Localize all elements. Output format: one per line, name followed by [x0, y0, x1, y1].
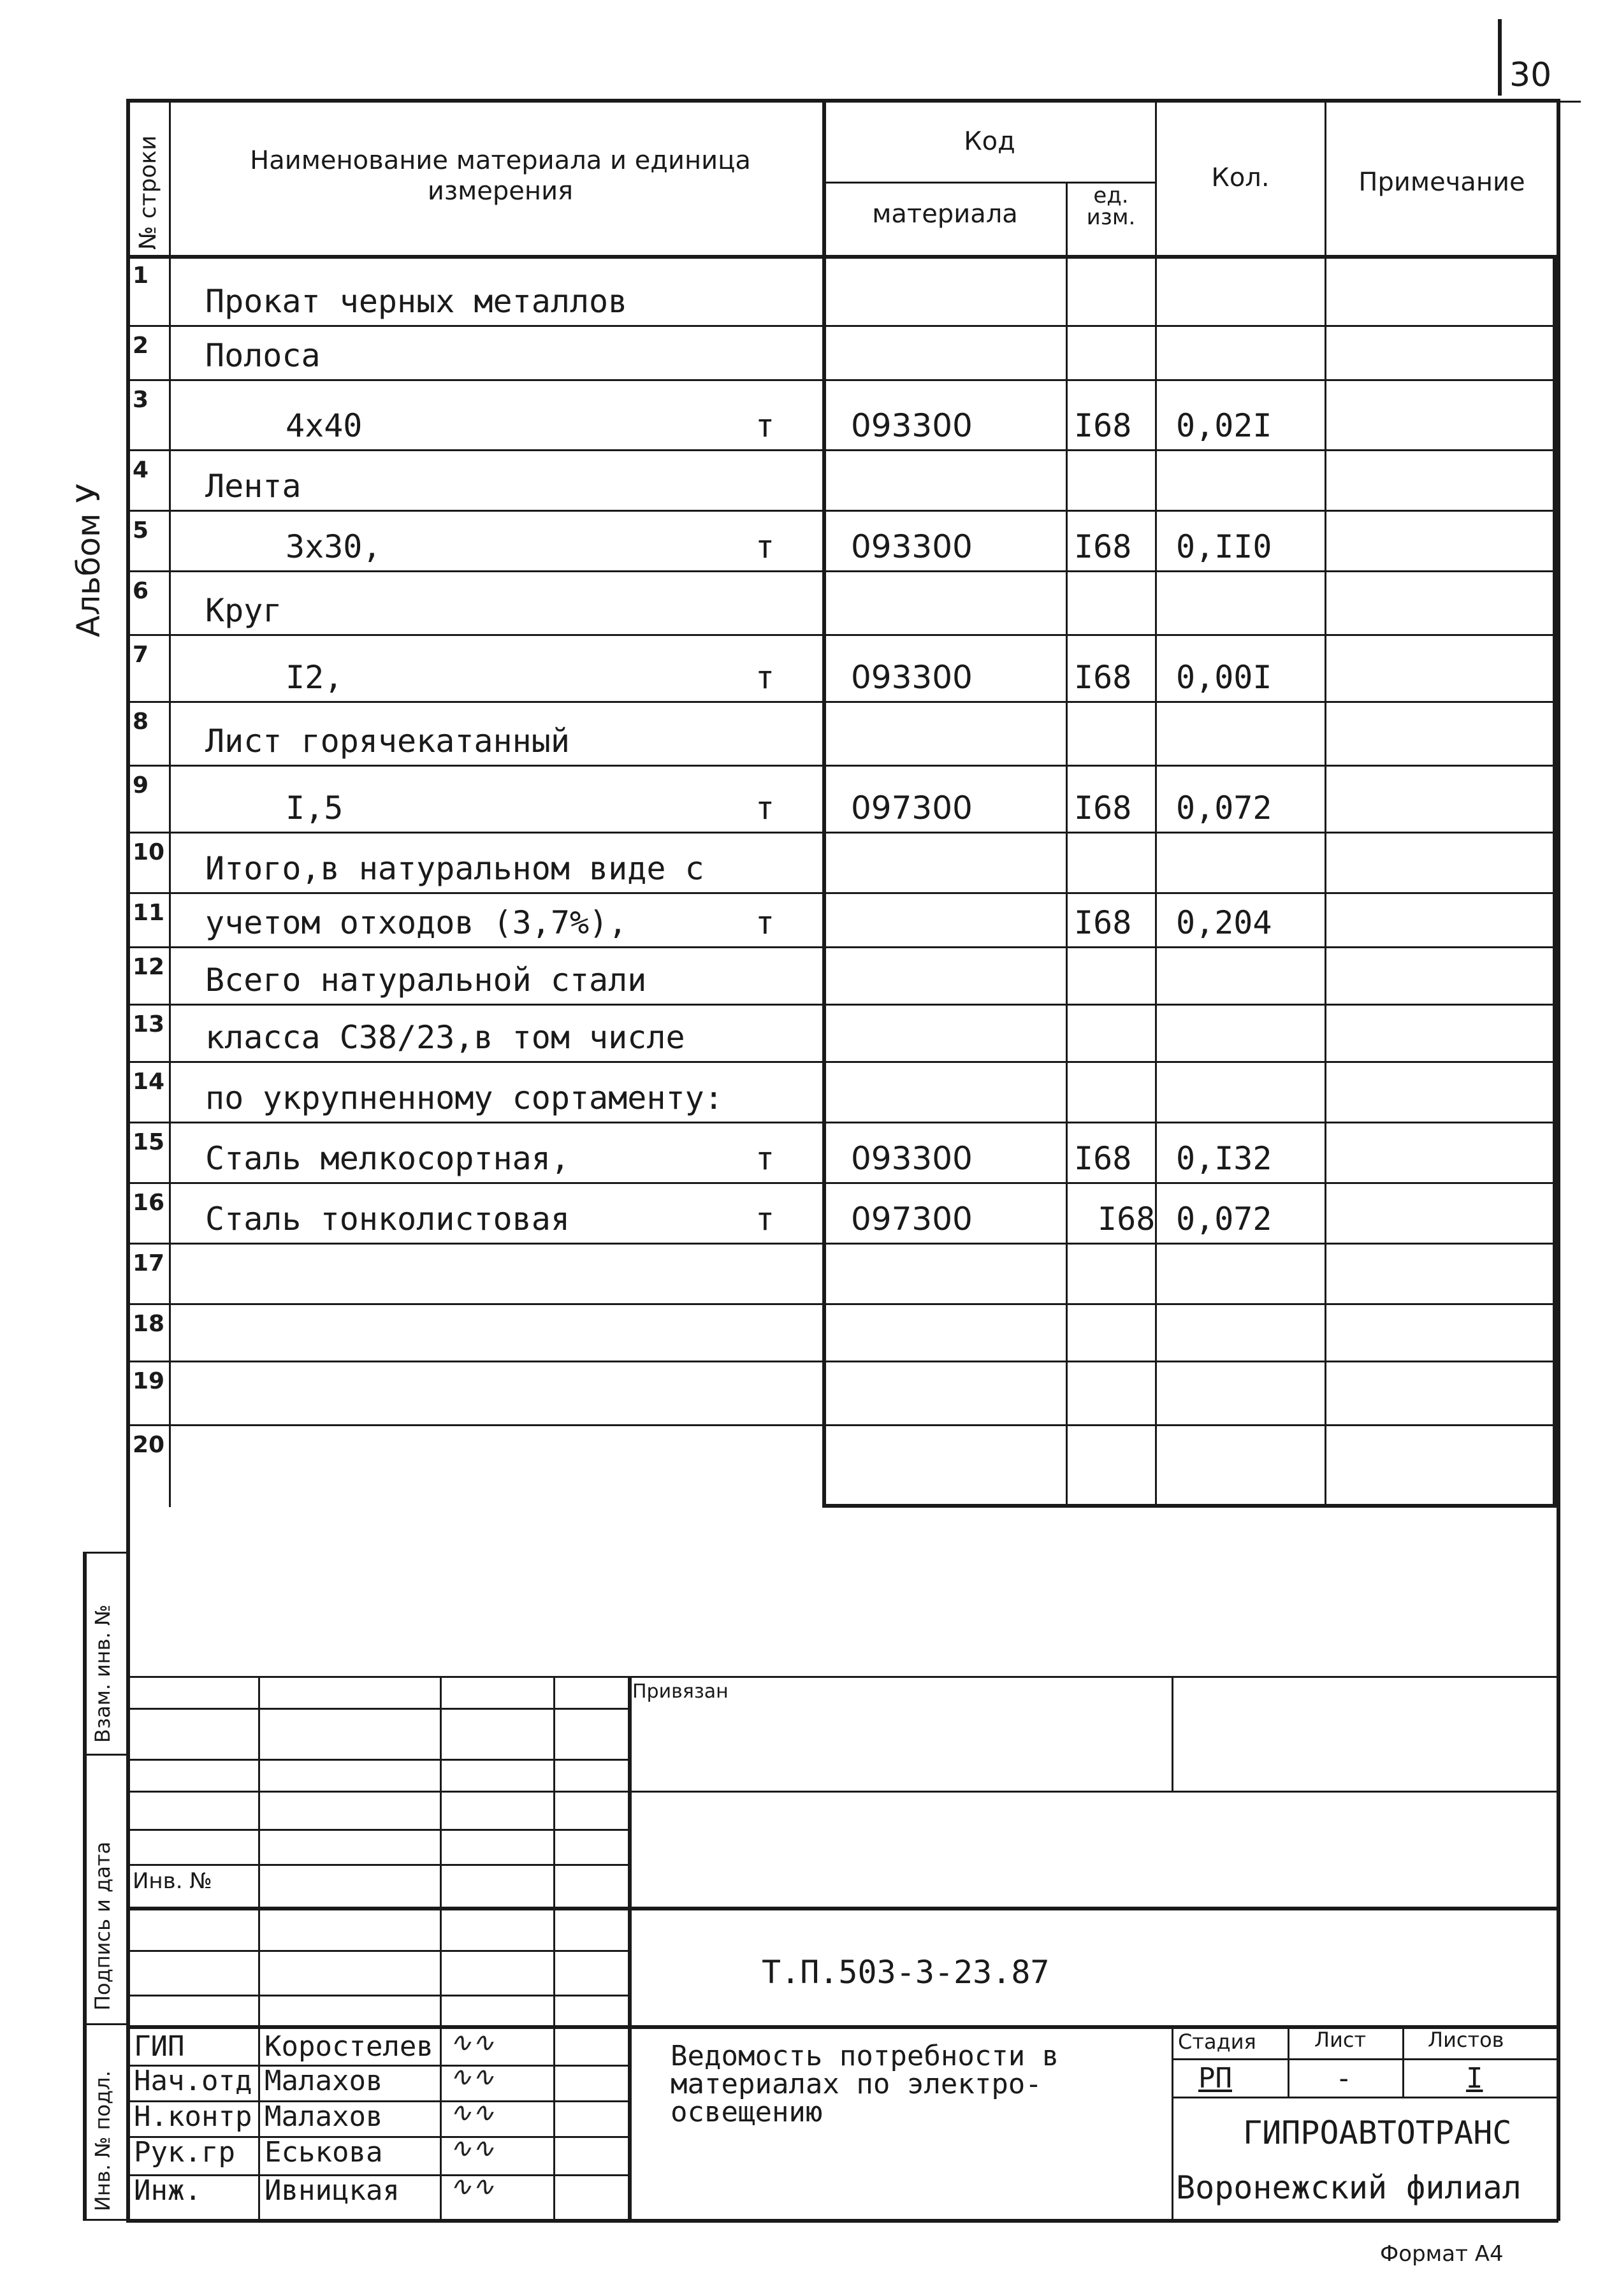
row-number: 17: [133, 1250, 165, 1276]
org-name: ГИПРОАВТОТРАНС: [1243, 2114, 1512, 2151]
row-divider: [126, 1303, 1557, 1305]
row-number: 8: [133, 709, 149, 735]
tb-stage-left: [1172, 2025, 1173, 2221]
row-material-code: 093300: [851, 528, 973, 565]
tb-col-2: [440, 1676, 442, 2221]
row-divider: [126, 1061, 1557, 1063]
row-number: 7: [133, 642, 149, 668]
col-unit-divider: [1155, 99, 1157, 1507]
row-material-code: 093300: [851, 1140, 973, 1177]
row-divider: [126, 1424, 1557, 1426]
row-name: учетом отходов (3,7%),: [205, 904, 628, 941]
row-divider: [126, 1243, 1557, 1245]
header-qty: Кол.: [1211, 163, 1270, 192]
person-role: Рук.гр: [134, 2136, 235, 2169]
row-number: 15: [133, 1129, 165, 1155]
tb-col-3: [553, 1676, 555, 2221]
row-number: 18: [133, 1311, 165, 1337]
side-vzam: Взам. инв. №: [91, 1604, 115, 1743]
row-name: 4х40: [286, 407, 363, 444]
tb-line-top: [126, 1676, 1558, 1678]
format-label: Формат А4: [1380, 2241, 1504, 2267]
tb-col-1: [258, 1676, 260, 2221]
sheet-label: Лист: [1314, 2028, 1367, 2052]
row-quantity: 0,204: [1176, 904, 1272, 941]
row-unit-code: I68: [1074, 1140, 1132, 1177]
side-strip-div2: [83, 2023, 127, 2025]
row-unit: т: [755, 790, 775, 827]
row-unit: т: [755, 1201, 775, 1238]
side-strip-bottom: [83, 2219, 127, 2221]
person-role: Инж.: [134, 2174, 201, 2207]
row-material-code: 093300: [851, 407, 973, 444]
row-name: Сталь мелкосортная,: [205, 1140, 570, 1177]
col-qty-divider: [1325, 99, 1326, 1507]
branch-name: Воронежский филиал: [1176, 2169, 1521, 2206]
row-unit-code: I68: [1074, 407, 1132, 444]
tb-line-mid: [126, 1791, 1558, 1793]
col-rownum-divider: [169, 99, 171, 1507]
row-name: 3х30,: [286, 528, 382, 565]
page-number: 30: [1509, 56, 1552, 94]
code-box-bottom: [822, 1504, 1557, 1508]
row-name: I2,: [286, 659, 344, 696]
row-divider: [126, 325, 1557, 327]
side-strip-left: [83, 1552, 87, 2221]
row-divider: [126, 892, 1557, 894]
row-divider: [126, 570, 1557, 572]
sheets-label: Листов: [1428, 2028, 1504, 2052]
row-quantity: 0,00I: [1176, 659, 1272, 696]
tb-privyazan-divider: [1172, 1676, 1173, 1791]
row-number: 10: [133, 839, 165, 865]
row-divider: [126, 449, 1557, 451]
row-quantity: 0,072: [1176, 790, 1272, 827]
header-code: Код: [964, 127, 1015, 156]
side-podpis: Подпись и дата: [91, 1841, 115, 2011]
row-divider: [126, 832, 1557, 834]
row-number: 6: [133, 578, 149, 604]
row-number: 20: [133, 1432, 165, 1458]
row-quantity: 0,I32: [1176, 1140, 1272, 1177]
person-role: Н.контр: [134, 2100, 252, 2133]
person-name: Малахов: [265, 2065, 383, 2097]
row-unit-code: I68: [1098, 1201, 1156, 1238]
row-name: Итого,в натуральном виде с: [205, 850, 704, 887]
person-role: ГИП: [134, 2030, 185, 2063]
row-name: по укрупненному сортаменту:: [205, 1079, 723, 1116]
sheets-value: I: [1466, 2062, 1483, 2095]
row-unit-code: I68: [1074, 659, 1132, 696]
row-name: I,5: [286, 790, 344, 827]
row-name: Круг: [205, 592, 282, 629]
row-number: 9: [133, 772, 149, 798]
row-unit: т: [755, 1140, 775, 1177]
tb-stage-col1: [1288, 2025, 1289, 2097]
person-name: Коростелев: [265, 2030, 433, 2063]
row-number: 16: [133, 1190, 165, 1216]
code-box-right: [1553, 255, 1557, 1507]
tb-line-main: [126, 1907, 1558, 1910]
row-number: 4: [133, 457, 149, 483]
row-number: 13: [133, 1011, 165, 1037]
row-divider: [126, 765, 1557, 767]
sheet-value: -: [1335, 2062, 1353, 2095]
person-role: Нач.отд: [134, 2065, 252, 2097]
header-note: Примечание: [1358, 168, 1525, 197]
row-quantity: 0,II0: [1176, 528, 1272, 565]
row-divider: [126, 634, 1557, 636]
row-number: 5: [133, 517, 149, 544]
row-divider: [126, 1004, 1557, 1006]
doc-title: Ведомость потребности в материалах по электро- освещению: [671, 2040, 1059, 2128]
person-name: Малахов: [265, 2100, 383, 2133]
row-unit: т: [755, 528, 775, 565]
row-divider: [126, 946, 1557, 948]
row-number: 14: [133, 1069, 165, 1095]
row-divider: [126, 379, 1557, 381]
inv-no-label: Инв. №: [133, 1868, 212, 1894]
row-number: 11: [133, 900, 165, 926]
signature-mark: ∿∿: [449, 2132, 495, 2163]
row-unit-code: I68: [1074, 790, 1132, 827]
row-material-code: 097300: [851, 790, 973, 827]
frame-top: [126, 99, 1558, 103]
row-name: Сталь тонколистовая: [205, 1201, 570, 1238]
row-divider: [126, 701, 1557, 703]
header-unit: ед. изм.: [1086, 183, 1136, 230]
stage-label: Стадия: [1178, 2030, 1256, 2054]
album-label: Альбом У: [70, 483, 107, 637]
row-name: Всего натуральной стали: [205, 962, 647, 999]
tb-col-4: [628, 1676, 632, 2221]
signature-mark: ∿∿: [449, 2061, 495, 2092]
row-quantity: 0,072: [1176, 1201, 1272, 1238]
stage-value: РП: [1198, 2062, 1232, 2095]
row-name: Лента: [205, 468, 301, 505]
person-name: Еськова: [265, 2136, 383, 2169]
tb-stage-line2: [1172, 2097, 1557, 2098]
header-bottom: [126, 255, 1558, 259]
row-divider: [126, 510, 1557, 512]
signature-mark: ∿∿: [449, 2170, 495, 2202]
row-divider: [126, 1361, 1557, 1362]
row-unit-code: I68: [1074, 904, 1132, 941]
header-material: материала: [872, 199, 1018, 229]
tb-stage-col2: [1402, 2025, 1404, 2097]
side-strip-div1: [83, 1754, 127, 1756]
row-number: 12: [133, 954, 165, 980]
row-material-code: 093300: [851, 659, 973, 696]
doc-code: Т.П.503-3-23.87: [762, 1954, 1050, 1991]
row-unit-code: I68: [1074, 528, 1132, 565]
row-divider: [126, 1122, 1557, 1123]
row-name: Полоса: [205, 337, 321, 374]
frame-left: [126, 99, 130, 2221]
page-number-tick: [1498, 19, 1502, 96]
header-row-no: № строки: [135, 135, 161, 250]
row-name: класса С38/23,в том числе: [205, 1019, 685, 1056]
row-name: Прокат черных металлов: [205, 283, 628, 320]
row-unit: т: [755, 407, 775, 444]
frame-bottom: [126, 2219, 1558, 2223]
row-unit: т: [755, 904, 775, 941]
signature-mark: ∿∿: [449, 2097, 495, 2128]
row-unit: т: [755, 659, 775, 696]
row-number: 1: [133, 263, 149, 289]
row-material-code: 097300: [851, 1201, 973, 1238]
row-quantity: 0,02I: [1176, 407, 1272, 444]
frame-right: [1557, 99, 1560, 2221]
row-name: Лист горячекатанный: [205, 723, 570, 760]
row-number: 2: [133, 333, 149, 359]
privyazan-label: Привязан: [632, 1680, 729, 1703]
signature-mark: ∿∿: [449, 2026, 495, 2058]
side-inv: Инв. № подл.: [91, 2070, 115, 2211]
tb-stage-line1: [1172, 2058, 1557, 2060]
header-name: Наименование материала и единица измерения: [250, 146, 751, 206]
row-number: 3: [133, 387, 149, 413]
person-name: Ивницкая: [265, 2174, 400, 2207]
row-number: 19: [133, 1368, 165, 1394]
row-divider: [126, 1182, 1557, 1184]
code-box-left: [822, 255, 826, 1507]
side-strip-top: [83, 1552, 127, 1554]
